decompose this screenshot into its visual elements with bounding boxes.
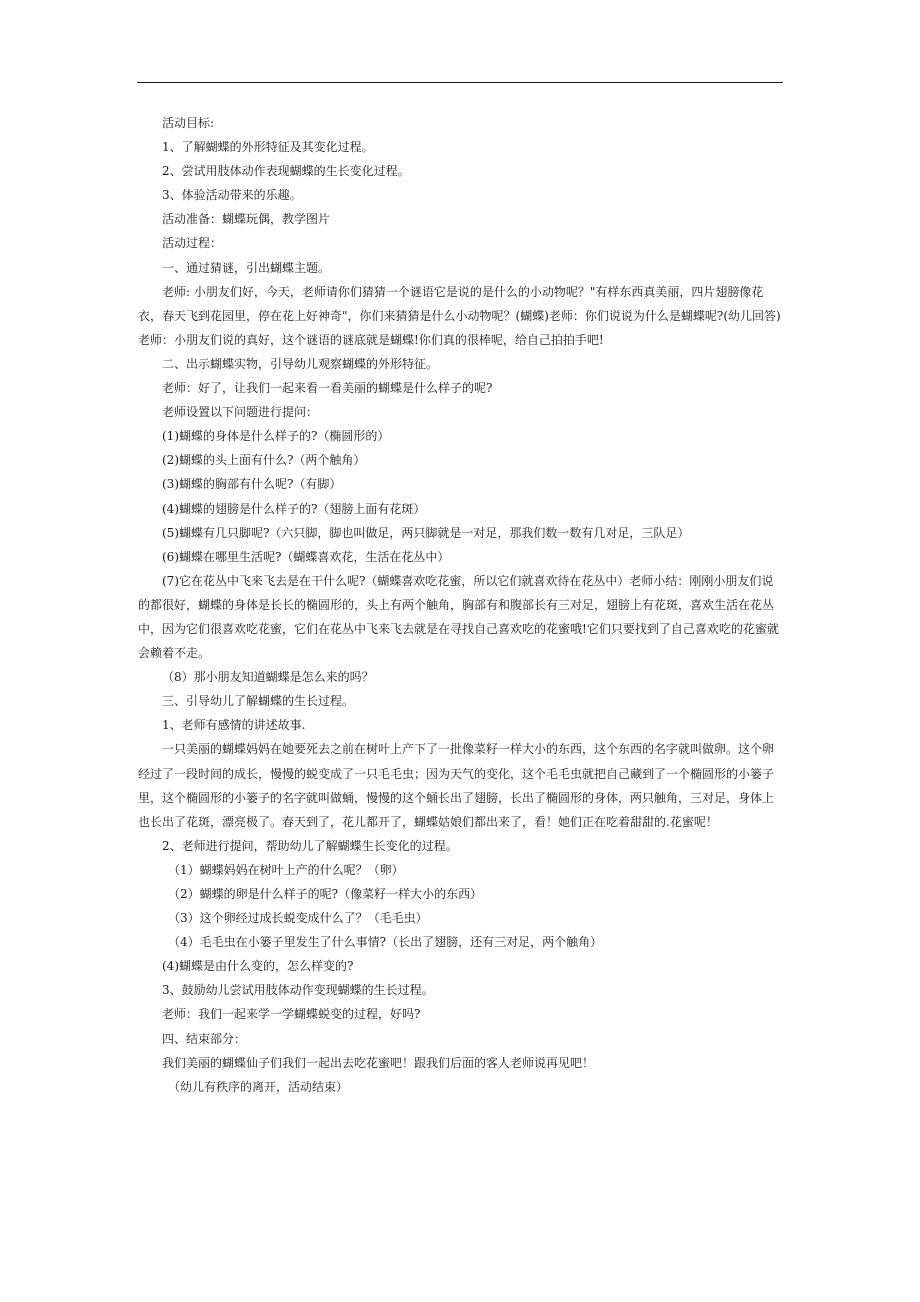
document-body bbox=[138, 111, 784, 1099]
question-item: (4)蝴蝶是由什么变的，怎么样变的? bbox=[162, 959, 354, 974]
step-item: 3、鼓励幼儿尝试用肢体动作变现蝴蝶的生长过程。 bbox=[162, 983, 434, 998]
question-item: (4)蝴蝶的翅膀是什么样子的?（翅膀上面有花斑） bbox=[162, 501, 426, 516]
question-item: (5)蝴蝶有几只脚呢?（六只脚，脚也叫做足，两只脚就是一对足，那我们数一数有几对足，三队足） bbox=[162, 525, 690, 540]
section-heading: 一、通过猜谜，引出蝴蝶主题。 bbox=[162, 260, 331, 275]
process-heading: 活动过程： bbox=[162, 236, 223, 251]
body-paragraph: 我们美丽的蝴蝶仙子们我们一起出去吃花蜜吧！跟我们后面的客人老师说再见吧！ bbox=[162, 1055, 595, 1070]
step-item: 2、老师进行提问，帮助幼儿了解蝴蝶生长变化的过程。 bbox=[162, 838, 458, 853]
question-item: (7)它在花丛中飞来飞去是在干什么呢?（蝴蝶喜欢吃花蜜，所以它们就喜欢待在花丛中）老师小结：刚刚小朋友们说的都很好，蝴蝶的身体是长长的椭圆形的，头上有两个触角，胸部有和腹部长有三对足，翅膀上有花斑，喜欢生活在花丛中，因为它们很喜欢吃花蜜，它们在花丛中飞来飞去就是在寻找自己喜欢吃的花蜜哦!它们只要找到了自己喜欢吃的花蜜就会赖着不走。 bbox=[138, 573, 779, 661]
question-item: (3)蝴蝶的胸部有什么呢?（有脚） bbox=[162, 477, 342, 492]
step-item: 1、老师有感情的讲述故事. bbox=[162, 718, 306, 733]
question-item: (1)蝴蝶的身体是什么样子的?（椭圆形的） bbox=[162, 429, 390, 444]
question-item: （2）蝴蝶的卵是什么样子的呢?（像菜籽一样大小的东西） bbox=[168, 887, 483, 901]
question-item: （8）那小朋友知道蝴蝶是怎么来的吗？ bbox=[162, 670, 374, 685]
body-paragraph: 老师：我们一起来学一学蝴蝶蜕变的过程，好吗? bbox=[162, 1007, 421, 1022]
section-heading: 二、出示蝴蝶实物，引导幼儿观察蝴蝶的外形特征。 bbox=[162, 356, 439, 371]
question-item: (6)蝴蝶在哪里生活呢?（蝴蝶喜欢花，生活在花丛中） bbox=[162, 549, 450, 564]
goal-item: 3、体验活动带来的乐趣。 bbox=[162, 188, 302, 203]
riddle-paragraph: 老师: 小朋友们好，今天，老师请你们猜猜一个谜语它是说的是什么的小动物呢？"有样东西真美丽，四片翅膀像花衣，春天飞到花园里，停在花上好神奇"，你们来猜猜是什么小动物呢？(蝴蝶)老师：你们说说为什么是蝴蝶呢?(幼儿回答)老师：小朋友们说的真好，这个谜语的谜底就是蝴蝶!你们真的很棒呢，给自己拍拍手吧! bbox=[138, 284, 781, 347]
preparation-line: 活动准备：蝴蝶玩偶，教学图片 bbox=[162, 212, 331, 227]
body-paragraph: 老师：好了，让我们一起来看一看美丽的蝴蝶是什么样子的呢? bbox=[162, 381, 493, 396]
question-item: （3）这个卵经过成长蜕变成什么了？（毛毛虫） bbox=[168, 911, 428, 926]
goal-item: 2、尝试用肢体动作表现蝴蝶的生长变化过程。 bbox=[162, 164, 410, 179]
question-item: （1）蝴蝶妈妈在树叶上产的什么呢？（卵） bbox=[168, 862, 404, 877]
closing-note: （幼儿有秩序的离开，活动结束） bbox=[168, 1079, 349, 1094]
question-item: （4）毛毛虫在小篓子里发生了什么事情?（长出了翅膀，还有三对足，两个触角） bbox=[168, 935, 603, 950]
body-paragraph: 老师设置以下问题进行提问： bbox=[162, 405, 319, 420]
section-heading: 四、结束部分： bbox=[162, 1031, 247, 1046]
goals-heading: 活动目标: bbox=[162, 116, 215, 130]
story-paragraph: 一只美丽的蝴蝶妈妈在她要死去之前在树叶上产下了一批像菜籽一样大小的东西，这个东西的名字就叫做卵。这个卵经过了一段时间的成长，慢慢的蜕变成了一只毛毛虫；因为天气的变化，这个毛毛虫就把自己藏到了一个椭圆形的小篓子里，这个椭圆形的小篓子的名字就叫做蛹，慢慢的这个蛹长出了翅膀，长出了椭圆形的身体，两只触角，三对足，身体上也长出了花斑，漂亮极了。春天到了，花儿都开了，蝴蝶姑娘们都出来了，看！她们正在吃着甜甜的.花蜜呢！ bbox=[138, 742, 775, 829]
goal-item: 1、了解蝴蝶的外形特征及其变化过程。 bbox=[162, 140, 374, 155]
section-heading: 三、引导幼儿了解蝴蝶的生长过程。 bbox=[162, 694, 355, 709]
header-rule bbox=[137, 82, 783, 83]
question-item: (2)蝴蝶的头上面有什么?（两个触角） bbox=[162, 453, 366, 468]
